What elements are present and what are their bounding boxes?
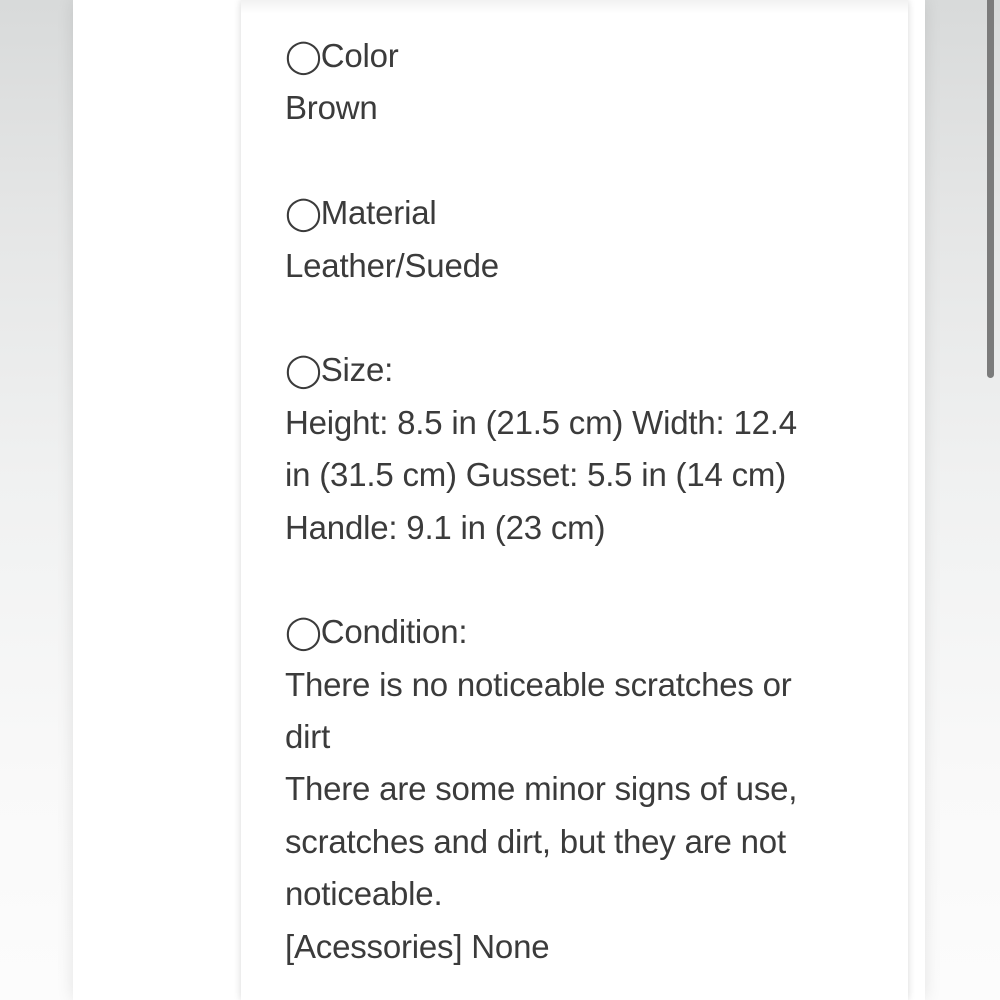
- description-sections: [241, 0, 908, 973]
- section-title: Size:: [320, 351, 394, 389]
- description-line: in (31.5 cm) Gusset: 5.5 in (14 cm): [285, 456, 787, 494]
- scrollbar-thumb[interactable]: [987, 0, 994, 378]
- description-line: Handle: 9.1 in (23 cm): [285, 508, 606, 546]
- description-section: [285, 30, 886, 135]
- section-title: Material: [320, 194, 437, 232]
- description-line: Height: 8.5 in (21.5 cm) Width: 12.4: [285, 403, 797, 441]
- section-title: Color: [320, 37, 399, 74]
- description-line: There are some minor signs of use,: [285, 770, 798, 808]
- description-line: scratches and dirt, but they are not: [285, 822, 786, 860]
- circle-bullet-icon: ◯: [285, 37, 322, 74]
- circle-bullet-icon: ◯: [285, 351, 322, 389]
- description-section: [285, 187, 886, 292]
- description-line: noticeable.: [285, 875, 443, 913]
- description-line: Leather/Suede: [285, 246, 499, 284]
- description-card: [241, 0, 908, 1000]
- description-section: [285, 606, 886, 973]
- section-heading: [285, 344, 886, 396]
- circle-bullet-icon: ◯: [285, 194, 322, 232]
- description-line: dirt: [285, 718, 331, 756]
- description-section: [285, 344, 886, 554]
- description-line: Brown: [285, 89, 378, 127]
- section-heading: [285, 30, 886, 82]
- description-line: There is no noticeable scratches or: [285, 665, 792, 703]
- section-heading: [285, 606, 886, 658]
- circle-bullet-icon: ◯: [285, 613, 322, 651]
- modal-panel: [73, 0, 925, 1000]
- section-title: Condition:: [320, 613, 468, 651]
- description-line: [Acessories] None: [285, 927, 550, 965]
- section-heading: [285, 187, 886, 239]
